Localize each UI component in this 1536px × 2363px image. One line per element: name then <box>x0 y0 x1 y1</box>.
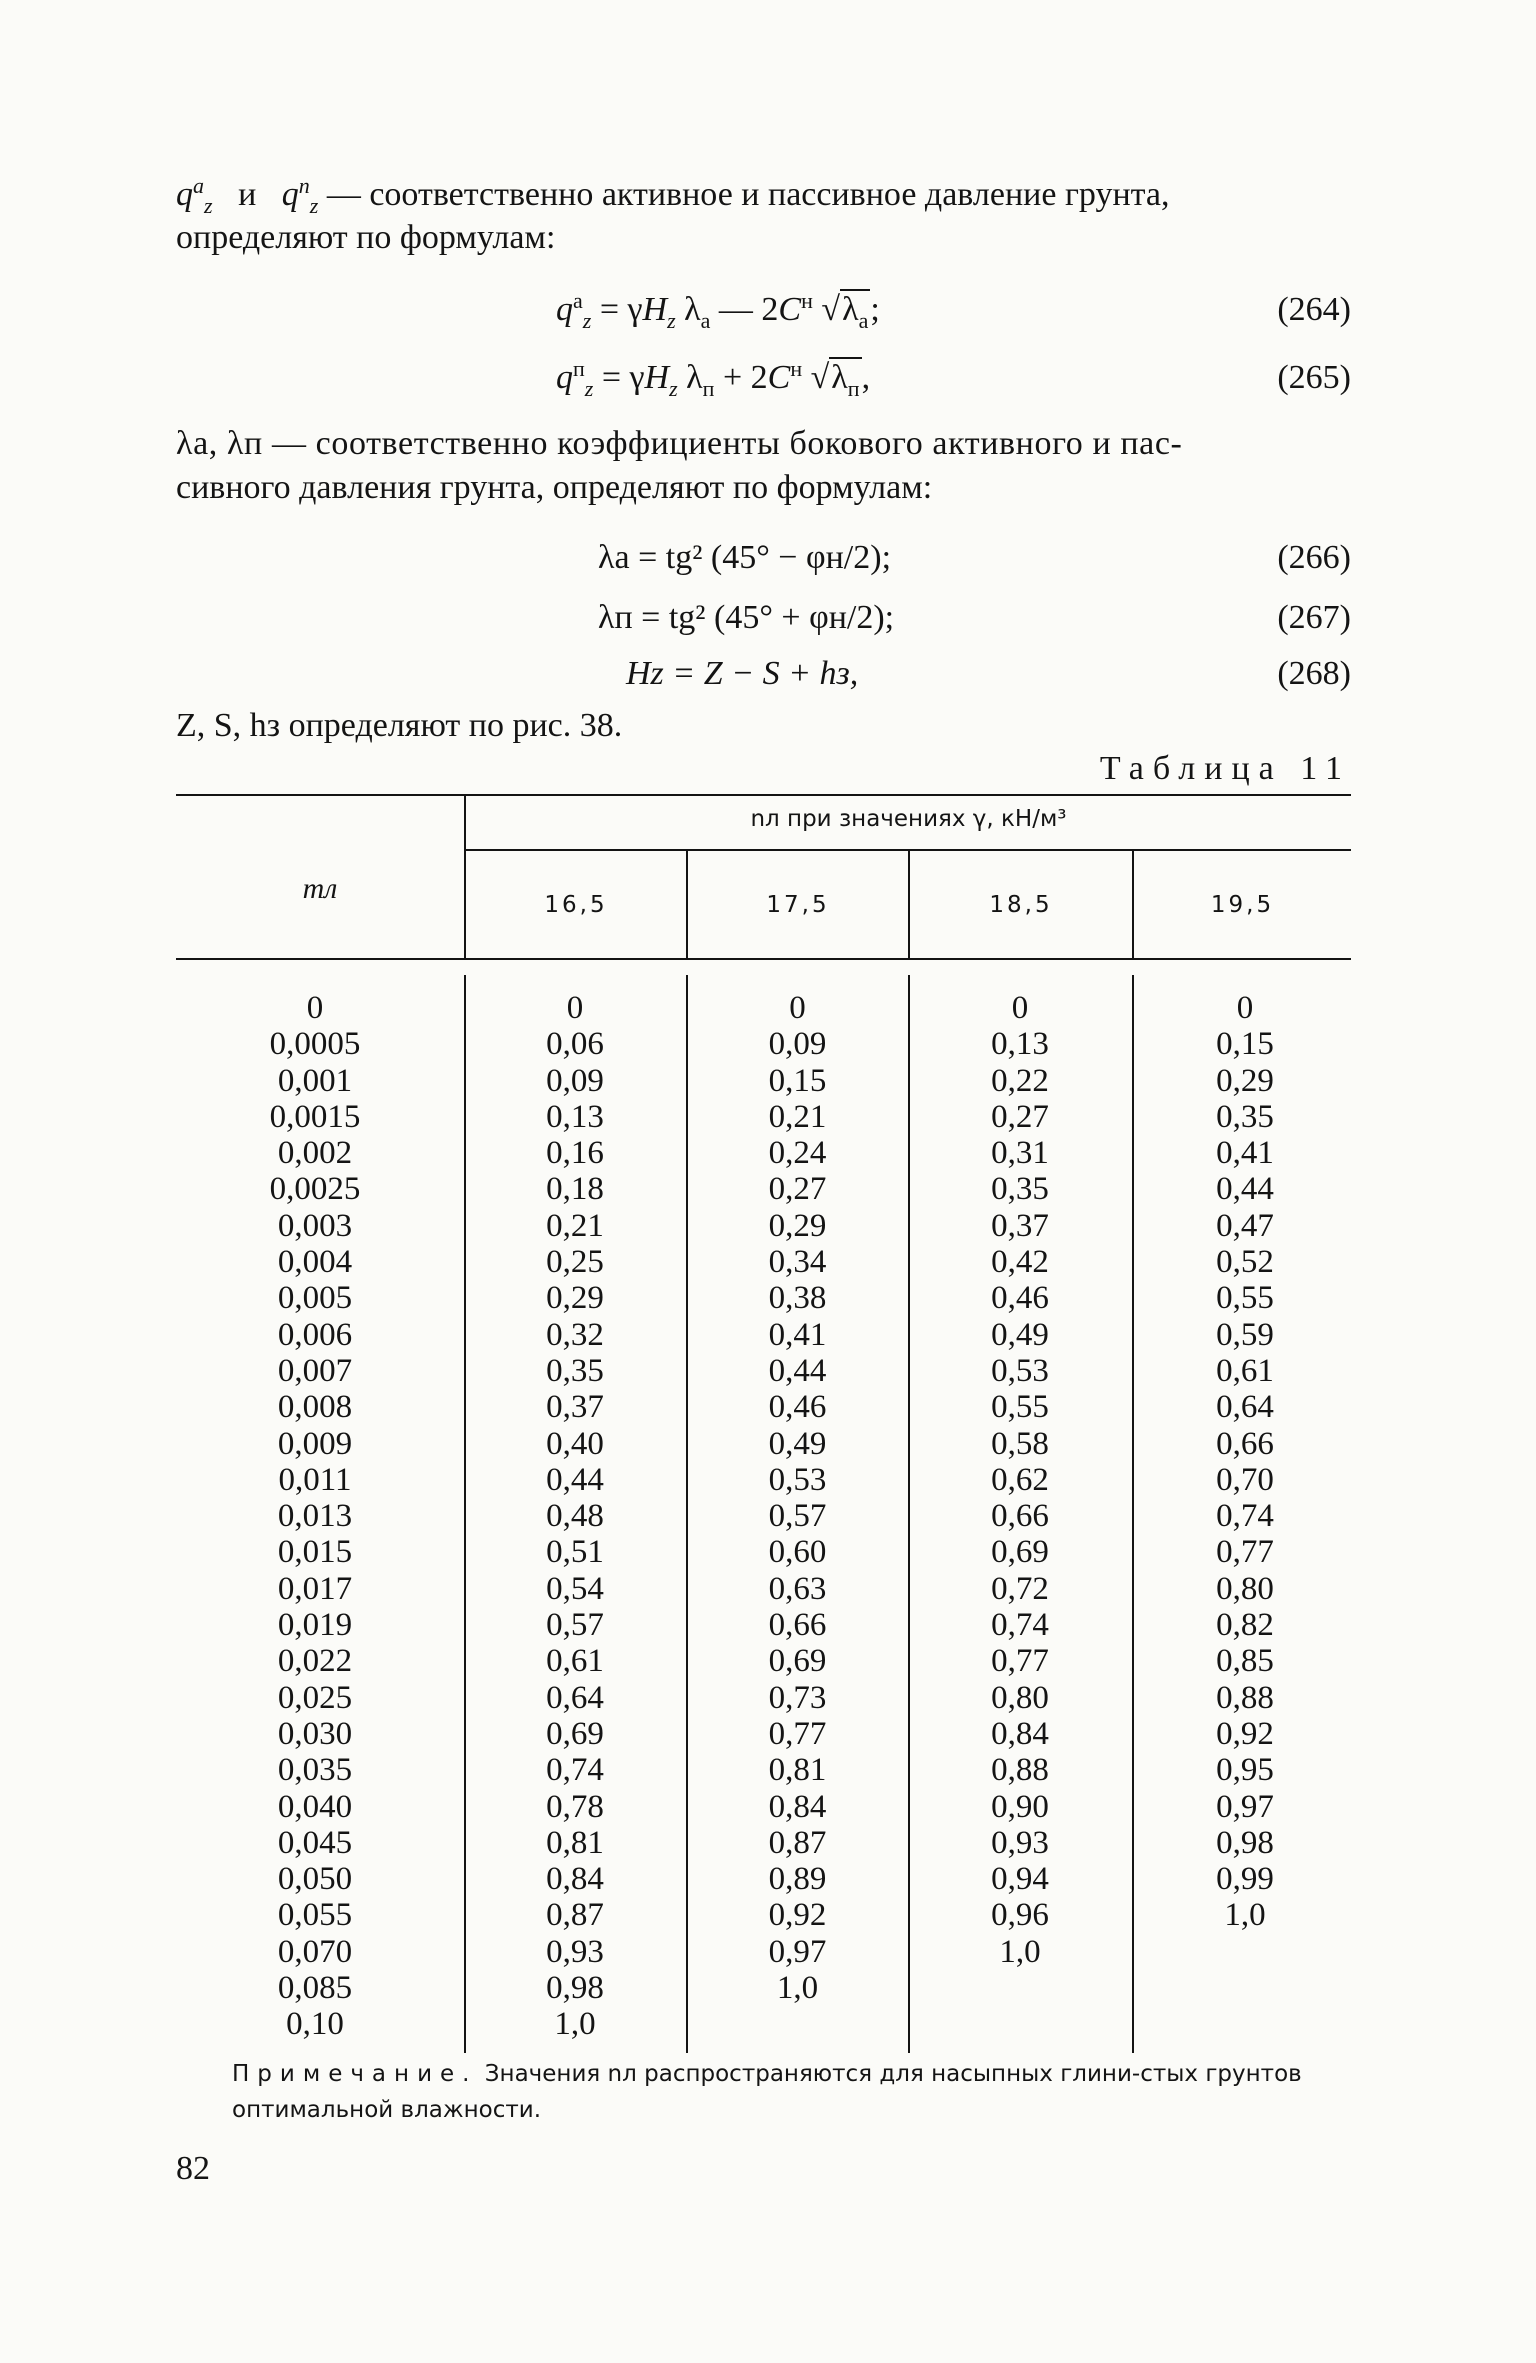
table-cell: 0,015 <box>277 1534 353 1571</box>
table-cell: 0,66 <box>991 1498 1049 1535</box>
table-cell: 0,98 <box>546 1970 604 2007</box>
table-cell: 0,69 <box>768 1643 827 1680</box>
row-header-m: mл <box>302 872 338 905</box>
column-16-5 <box>480 990 670 2043</box>
table-cell: 0,25 <box>546 1244 604 1281</box>
table-cell: 0,84 <box>768 1788 827 1825</box>
table-cell: 0,0005 <box>269 1026 361 1063</box>
equation-number: (268) <box>1277 655 1351 692</box>
table-cell: 0,77 <box>1216 1534 1274 1571</box>
table-cell: 0,41 <box>768 1316 827 1353</box>
table-cell: 0,16 <box>546 1135 604 1172</box>
column-header: 16,5 <box>544 892 608 918</box>
table-note <box>232 2056 1354 2128</box>
note-label: Примечание. <box>232 2061 478 2087</box>
table-cell: 0,70 <box>1216 1461 1274 1498</box>
table-cell: 0,42 <box>991 1244 1049 1281</box>
table-cell: 0,35 <box>546 1352 604 1389</box>
table-cell: 0,29 <box>768 1207 827 1244</box>
table-cell: 0 <box>1011 990 1029 1026</box>
intro-text: — соответственно активное и пассивное давление грунта, <box>326 176 1170 213</box>
table-cell: 0,085 <box>277 1970 353 2007</box>
formula-268: Hz = Z − S + hз, <box>626 655 859 692</box>
table-cell: 0,44 <box>1216 1171 1274 1208</box>
table-cell: 0,32 <box>546 1316 604 1353</box>
table-cell: 0,34 <box>768 1244 827 1281</box>
table-cell: 0,51 <box>546 1534 604 1571</box>
table-cell: 0,74 <box>1216 1498 1274 1535</box>
table-cell: 0,47 <box>1216 1207 1274 1244</box>
table-cell: 0,37 <box>991 1207 1049 1244</box>
table-cell: 0,49 <box>768 1425 827 1462</box>
table-cell: 0,31 <box>991 1135 1049 1172</box>
table-cell: 0,62 <box>991 1461 1049 1498</box>
table-cell: 0,53 <box>991 1352 1049 1389</box>
table-top-rule <box>176 794 1351 796</box>
table-cell: 0,72 <box>991 1570 1049 1607</box>
table-cell: 0,93 <box>991 1824 1049 1861</box>
table-cell: 0,57 <box>768 1498 827 1535</box>
table-cell: 0,001 <box>277 1062 353 1099</box>
table-cell: 0,27 <box>768 1171 827 1208</box>
table-cell: 0,22 <box>991 1062 1049 1099</box>
table-cell: 0,49 <box>991 1316 1049 1353</box>
table-cell: 0 <box>1236 990 1254 1026</box>
table-cell: 0,06 <box>546 1026 604 1063</box>
table-cell: 0,63 <box>768 1570 827 1607</box>
table-cell: 0,80 <box>991 1679 1049 1716</box>
table-cell: 0,008 <box>277 1389 353 1426</box>
table-cell: 0,0015 <box>269 1098 361 1135</box>
table-cell: 0,011 <box>278 1461 352 1498</box>
table-cell: 0,13 <box>991 1026 1049 1063</box>
table-cell: 0,09 <box>768 1026 827 1063</box>
table-cell: 0,61 <box>1216 1352 1274 1389</box>
table-cell: 0,40 <box>546 1425 604 1462</box>
equation-number: (265) <box>1277 359 1351 396</box>
table-cell: 0,81 <box>768 1752 827 1789</box>
table-cell: 0,73 <box>768 1679 827 1716</box>
column-divider <box>908 975 910 2053</box>
column-18-5 <box>920 990 1120 1970</box>
table-cell: 0,74 <box>991 1607 1049 1644</box>
table-cell: 0,61 <box>546 1643 604 1680</box>
lambda-line-1: λа, λп — соответственно коэффициенты бокового активного и пас- <box>176 425 1183 462</box>
table-cell: 0,80 <box>1216 1570 1274 1607</box>
table-cell: 0,017 <box>277 1570 353 1607</box>
table-cell: 0,009 <box>277 1425 353 1462</box>
table-cell: 0,35 <box>1216 1098 1274 1135</box>
table-cell: 0,66 <box>768 1607 827 1644</box>
table-cell: 1,0 <box>1224 1897 1266 1934</box>
table-cell: 0,97 <box>1216 1788 1274 1825</box>
table-cell: 0,10 <box>286 2006 344 2043</box>
table-cell: 0,46 <box>768 1389 827 1426</box>
table-cell: 0 <box>306 990 324 1026</box>
formula-267: λп = tg² (45° + φн/2); <box>598 599 895 636</box>
table-cell: 0,78 <box>546 1788 604 1825</box>
table-cell: 0,37 <box>546 1389 604 1426</box>
table-cell: 1,0 <box>554 2006 596 2043</box>
intro-line-1: $q^a_z$ и $q^п_z$ — соответственно активное и пассивное давление грунта, <box>176 173 1170 218</box>
table-cell: 0,94 <box>991 1861 1049 1898</box>
table-cell: 0,15 <box>768 1062 827 1099</box>
table-cell: 0,013 <box>277 1498 353 1535</box>
table-cell: 1,0 <box>999 1933 1041 1970</box>
table-cell: 0,84 <box>991 1715 1049 1752</box>
table-cell: 0,55 <box>991 1389 1049 1426</box>
column-header: 19,5 <box>1210 892 1275 918</box>
table-cell: 0,99 <box>1216 1861 1274 1898</box>
table-cell: 0,35 <box>991 1171 1049 1208</box>
equation-number: (266) <box>1277 539 1351 576</box>
table-cell: 0,98 <box>1216 1824 1274 1861</box>
column-header: 17,5 <box>766 892 830 918</box>
table-cell: 0,004 <box>277 1244 353 1281</box>
column-header: 18,5 <box>989 892 1053 918</box>
column-19-5 <box>1145 990 1345 1934</box>
group-header: nл при значениях γ, кН/м³ <box>750 806 1067 832</box>
table-cell: 0,38 <box>768 1280 827 1317</box>
figure-reference: Z, S, hз определяют по рис. 38. <box>176 707 623 744</box>
lambda-line-2: сивного давления грунта, определяют по формулам: <box>176 469 933 506</box>
table-cell: 0,035 <box>277 1752 353 1789</box>
table-cell: 0,41 <box>1216 1135 1274 1172</box>
table-cell: 0,15 <box>1216 1026 1274 1063</box>
column-divider <box>686 975 688 2053</box>
table-cell: 0,85 <box>1216 1643 1274 1680</box>
table-cell: 0,022 <box>277 1643 353 1680</box>
table-cell: 0,24 <box>768 1135 827 1172</box>
formula-266: λа = tg² (45° − φн/2); <box>598 539 892 576</box>
table-cell: 0,54 <box>546 1570 604 1607</box>
table-cell: 0,019 <box>277 1607 353 1644</box>
formula-264: $q^a_z = \gamma H_z$ $\lambda_а$ — $2C^н$ $√\lambda_а$; <box>556 288 880 333</box>
table-cell: 0,93 <box>546 1933 604 1970</box>
table-cell: 0,007 <box>277 1352 353 1389</box>
table-cell: 0,84 <box>546 1861 604 1898</box>
equation-number: (264) <box>1277 291 1351 328</box>
table-cell: 0,60 <box>768 1534 827 1571</box>
table-cell: 0 <box>566 990 584 1026</box>
intro-line-2: определяют по формулам: <box>176 219 556 256</box>
table-cell: 0,48 <box>546 1498 604 1535</box>
table-cell: 0,74 <box>546 1752 604 1789</box>
table-cell: 0,90 <box>991 1788 1049 1825</box>
table-cell: 0,69 <box>991 1534 1049 1571</box>
table-cell: 0,0025 <box>269 1171 361 1208</box>
table-cell: 0,005 <box>277 1280 353 1317</box>
table-cell: 0,89 <box>768 1861 827 1898</box>
table-cell: 0,006 <box>277 1316 353 1353</box>
table-cell: 0,59 <box>1216 1316 1274 1353</box>
table-cell: 0,92 <box>1216 1715 1274 1752</box>
table-cell: 0,53 <box>768 1461 827 1498</box>
header-bottom-rule <box>176 958 1351 960</box>
table-cell: 0,040 <box>277 1788 353 1825</box>
table-cell: 0,95 <box>1216 1752 1274 1789</box>
table-cell: 0,82 <box>1216 1607 1274 1644</box>
table-cell: 1,0 <box>776 1970 819 2007</box>
table-cell: 0,18 <box>546 1171 604 1208</box>
table-cell: 0,97 <box>768 1933 827 1970</box>
equation-number: (267) <box>1277 599 1351 636</box>
table-cell: 0,88 <box>1216 1679 1274 1716</box>
table-cell: 0,030 <box>277 1715 353 1752</box>
table-caption: Таблица 11 <box>1099 750 1351 787</box>
table-cell: 0,050 <box>277 1861 353 1898</box>
table-cell: 0,57 <box>546 1607 604 1644</box>
table-cell: 0,77 <box>991 1643 1049 1680</box>
table-cell: 0,88 <box>991 1752 1049 1789</box>
column-divider <box>464 975 466 2053</box>
table-cell: 0,81 <box>546 1824 604 1861</box>
table-cell: 0,64 <box>546 1679 604 1716</box>
table-cell: 0,92 <box>768 1897 827 1934</box>
table-cell: 0,58 <box>991 1425 1049 1462</box>
table-cell: 0,44 <box>546 1461 604 1498</box>
table-cell: 0,66 <box>1216 1425 1274 1462</box>
table-cell: 0,002 <box>277 1135 353 1172</box>
table-cell: 0,69 <box>546 1715 604 1752</box>
table-cell: 0,21 <box>768 1098 827 1135</box>
column-divider <box>1132 975 1134 2053</box>
table-cell: 0,003 <box>277 1207 353 1244</box>
table-cell: 0,21 <box>546 1207 604 1244</box>
table-cell: 0 <box>789 990 806 1026</box>
table-cell: 0,27 <box>991 1098 1049 1135</box>
table-cell: 0,045 <box>277 1824 353 1861</box>
table-cell: 0,29 <box>546 1280 604 1317</box>
table-cell: 0,64 <box>1216 1389 1274 1426</box>
table-cell: 0,87 <box>768 1824 827 1861</box>
table-cell: 0,025 <box>277 1679 353 1716</box>
q-symbol: q <box>176 176 193 213</box>
formula-265: $q^п_z = \gamma H_z$ $\lambda_п + 2C^н$ $√\lambda_п$, <box>556 356 871 401</box>
table-cell: 0,070 <box>277 1933 353 1970</box>
note-text: Значения nл распространяются для насыпных глини-стых грунтов оптимальной влажности. <box>232 2061 1302 2123</box>
table-cell: 0,46 <box>991 1280 1049 1317</box>
table-cell: 0,96 <box>991 1897 1049 1934</box>
table-cell: 0,87 <box>546 1897 604 1934</box>
table-cell: 0,55 <box>1216 1280 1274 1317</box>
table-cell: 0,13 <box>546 1098 604 1135</box>
table-cell: 0,44 <box>768 1352 827 1389</box>
page-number: 82 <box>176 2150 210 2187</box>
table-cell: 0,77 <box>768 1715 827 1752</box>
table-cell: 0,52 <box>1216 1244 1274 1281</box>
table-cell: 0,055 <box>277 1897 353 1934</box>
column-17-5 <box>700 990 895 2006</box>
table-cell: 0,09 <box>546 1062 604 1099</box>
column-m-values <box>200 990 430 2043</box>
table-cell: 0,29 <box>1216 1062 1274 1099</box>
